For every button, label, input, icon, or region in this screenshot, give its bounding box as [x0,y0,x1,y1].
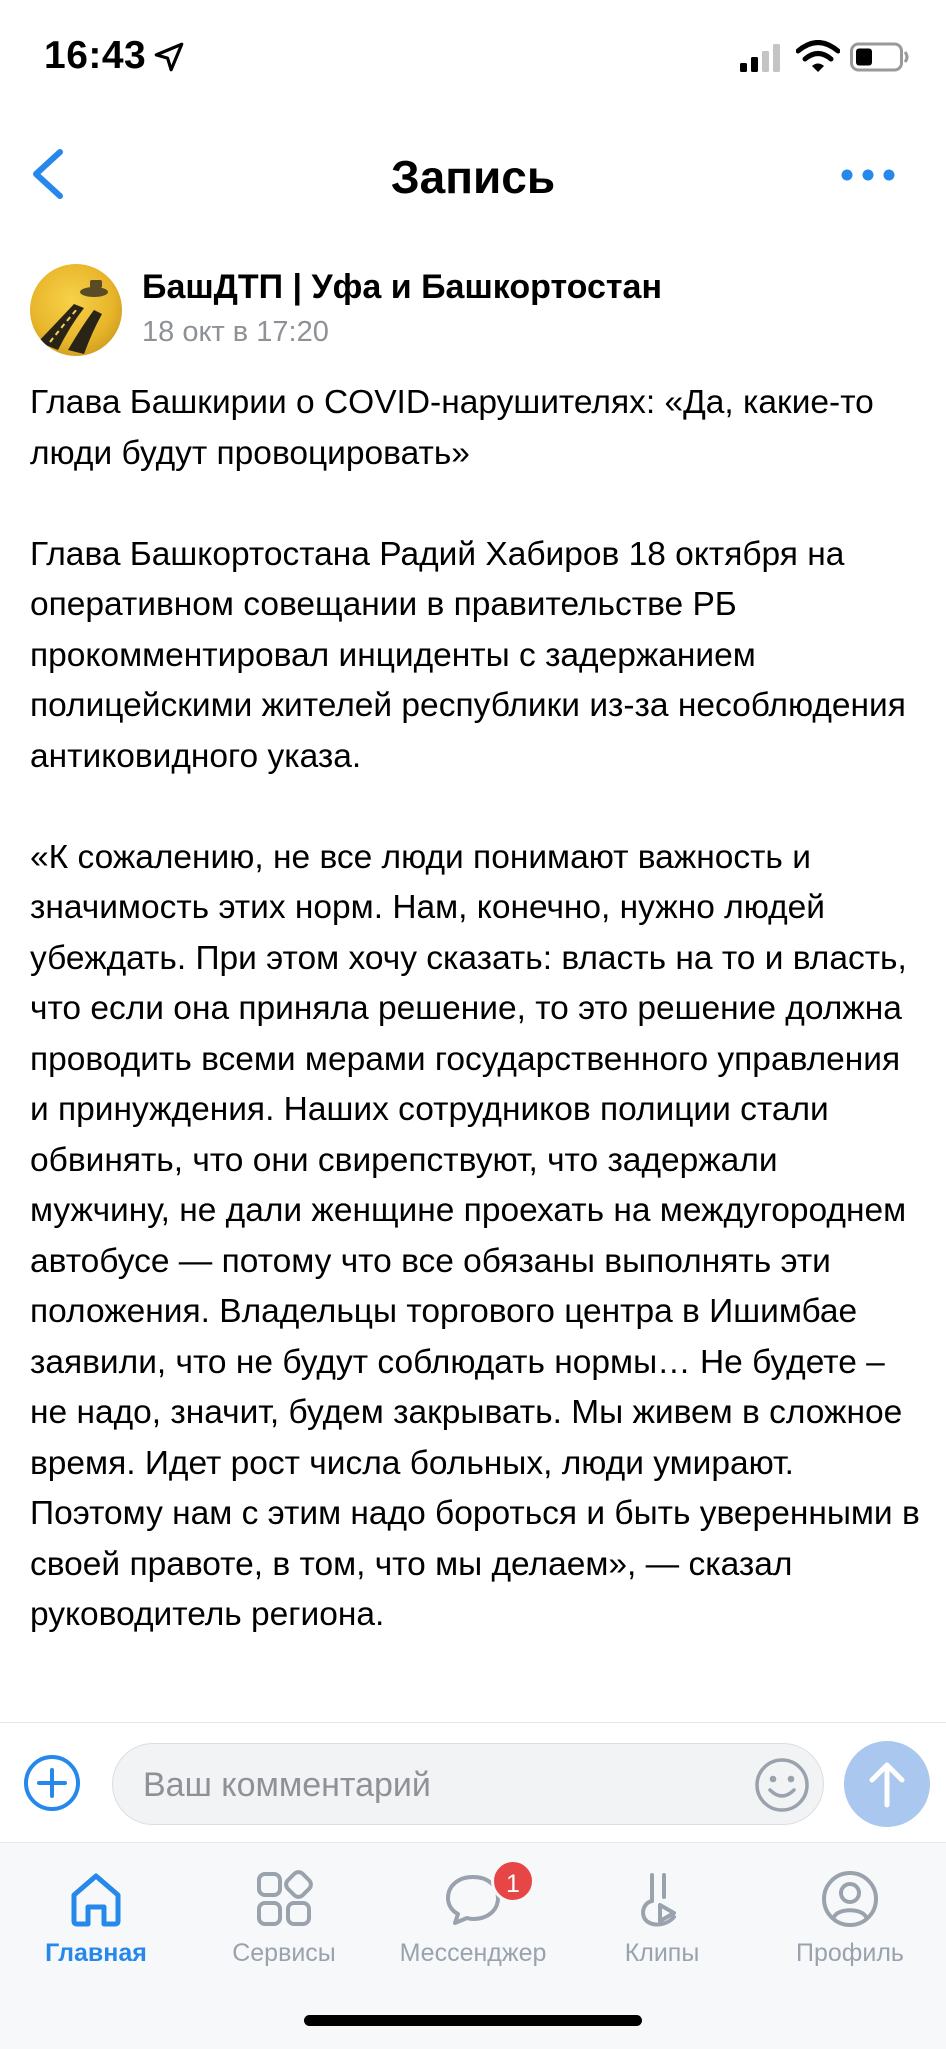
group-avatar[interactable] [30,264,122,356]
profile-icon [818,1867,882,1931]
location-arrow-icon [152,40,186,74]
unread-badge: 1 [491,1859,535,1903]
comment-input[interactable] [141,1760,745,1810]
tab-profile[interactable] [760,1867,940,1987]
tab-label: Главная [45,1939,147,1967]
tab-home[interactable] [6,1867,186,1987]
emoji-icon[interactable] [753,1756,811,1814]
home-indicator [304,2015,642,2026]
post-paragraph: Глава Башкортостана Радий Хабиров 18 октября на оперативном совещании в правительстве РБ прокомментировал инциденты с задержанием полицейскими жителей республики из-за несоблюдения антиковидного указа. [30,535,906,775]
tab-label: Клипы [624,1939,700,1967]
nav-bar [0,110,946,230]
battery-icon [850,42,910,72]
post-author[interactable]: БашДТП | Уфа и Башкортостан [142,268,662,306]
tab-label: Сервисы [232,1939,336,1967]
post-text [30,378,920,1691]
tab-label: Мессенджер [399,1939,547,1967]
clips-icon [630,1867,694,1931]
comment-field[interactable] [112,1743,824,1825]
home-icon [64,1867,128,1931]
tab-services[interactable] [194,1867,374,1987]
tab-label: Профиль [796,1939,904,1967]
more-dots-icon[interactable] [838,160,898,190]
tab-clips[interactable] [572,1867,752,1987]
cellular-signal-icon [740,44,786,72]
post-date[interactable]: 18 окт в 17:20 [142,316,329,348]
tab-messenger[interactable] [383,1867,563,1987]
send-button[interactable] [844,1741,930,1827]
arrow-up-icon [844,1741,930,1827]
services-icon [252,1867,316,1931]
comment-bar [0,1722,946,1843]
status-time: 16:43 [44,34,147,77]
post-paragraph: «К сожалению, не все люди понимают важность и значимость этих норм. Нам, конечно, нужно людей убеждать. При этом хочу сказать: власть на то и власть, что если она приняла решение, то это решение должна проводить всеми мерами государственного управления и принуждения. Наших сотрудников полиции стали обвинять, что они свирепствуют, что задержали мужчину, не дали женщине проехать на междугороднем автобусе — потому что все обязаны выполнять эти положения. Владельцы торгового центра в Ишимбае заявили, что не будут соблюдать нормы… Не будете – не надо, значит, будем закрывать. Мы живем в сложное время. Идет рост числа больных, люди умирают. Поэтому нам с этим надо бороться и быть уверенными в своей правоте, в том, что мы делаем», — сказал руководитель региона. [30,838,920,1633]
post-header [0,260,946,360]
page-title: Запись [390,151,556,203]
road-logo-icon [30,264,122,356]
status-bar [0,0,946,110]
add-attachment-icon[interactable] [22,1753,82,1813]
tab-bar [0,1842,946,2049]
post-paragraph: Глава Башкирии о COVID-нарушителях: «Да, какие-то люди будут провоцировать» [30,384,874,472]
wifi-icon [796,40,840,74]
